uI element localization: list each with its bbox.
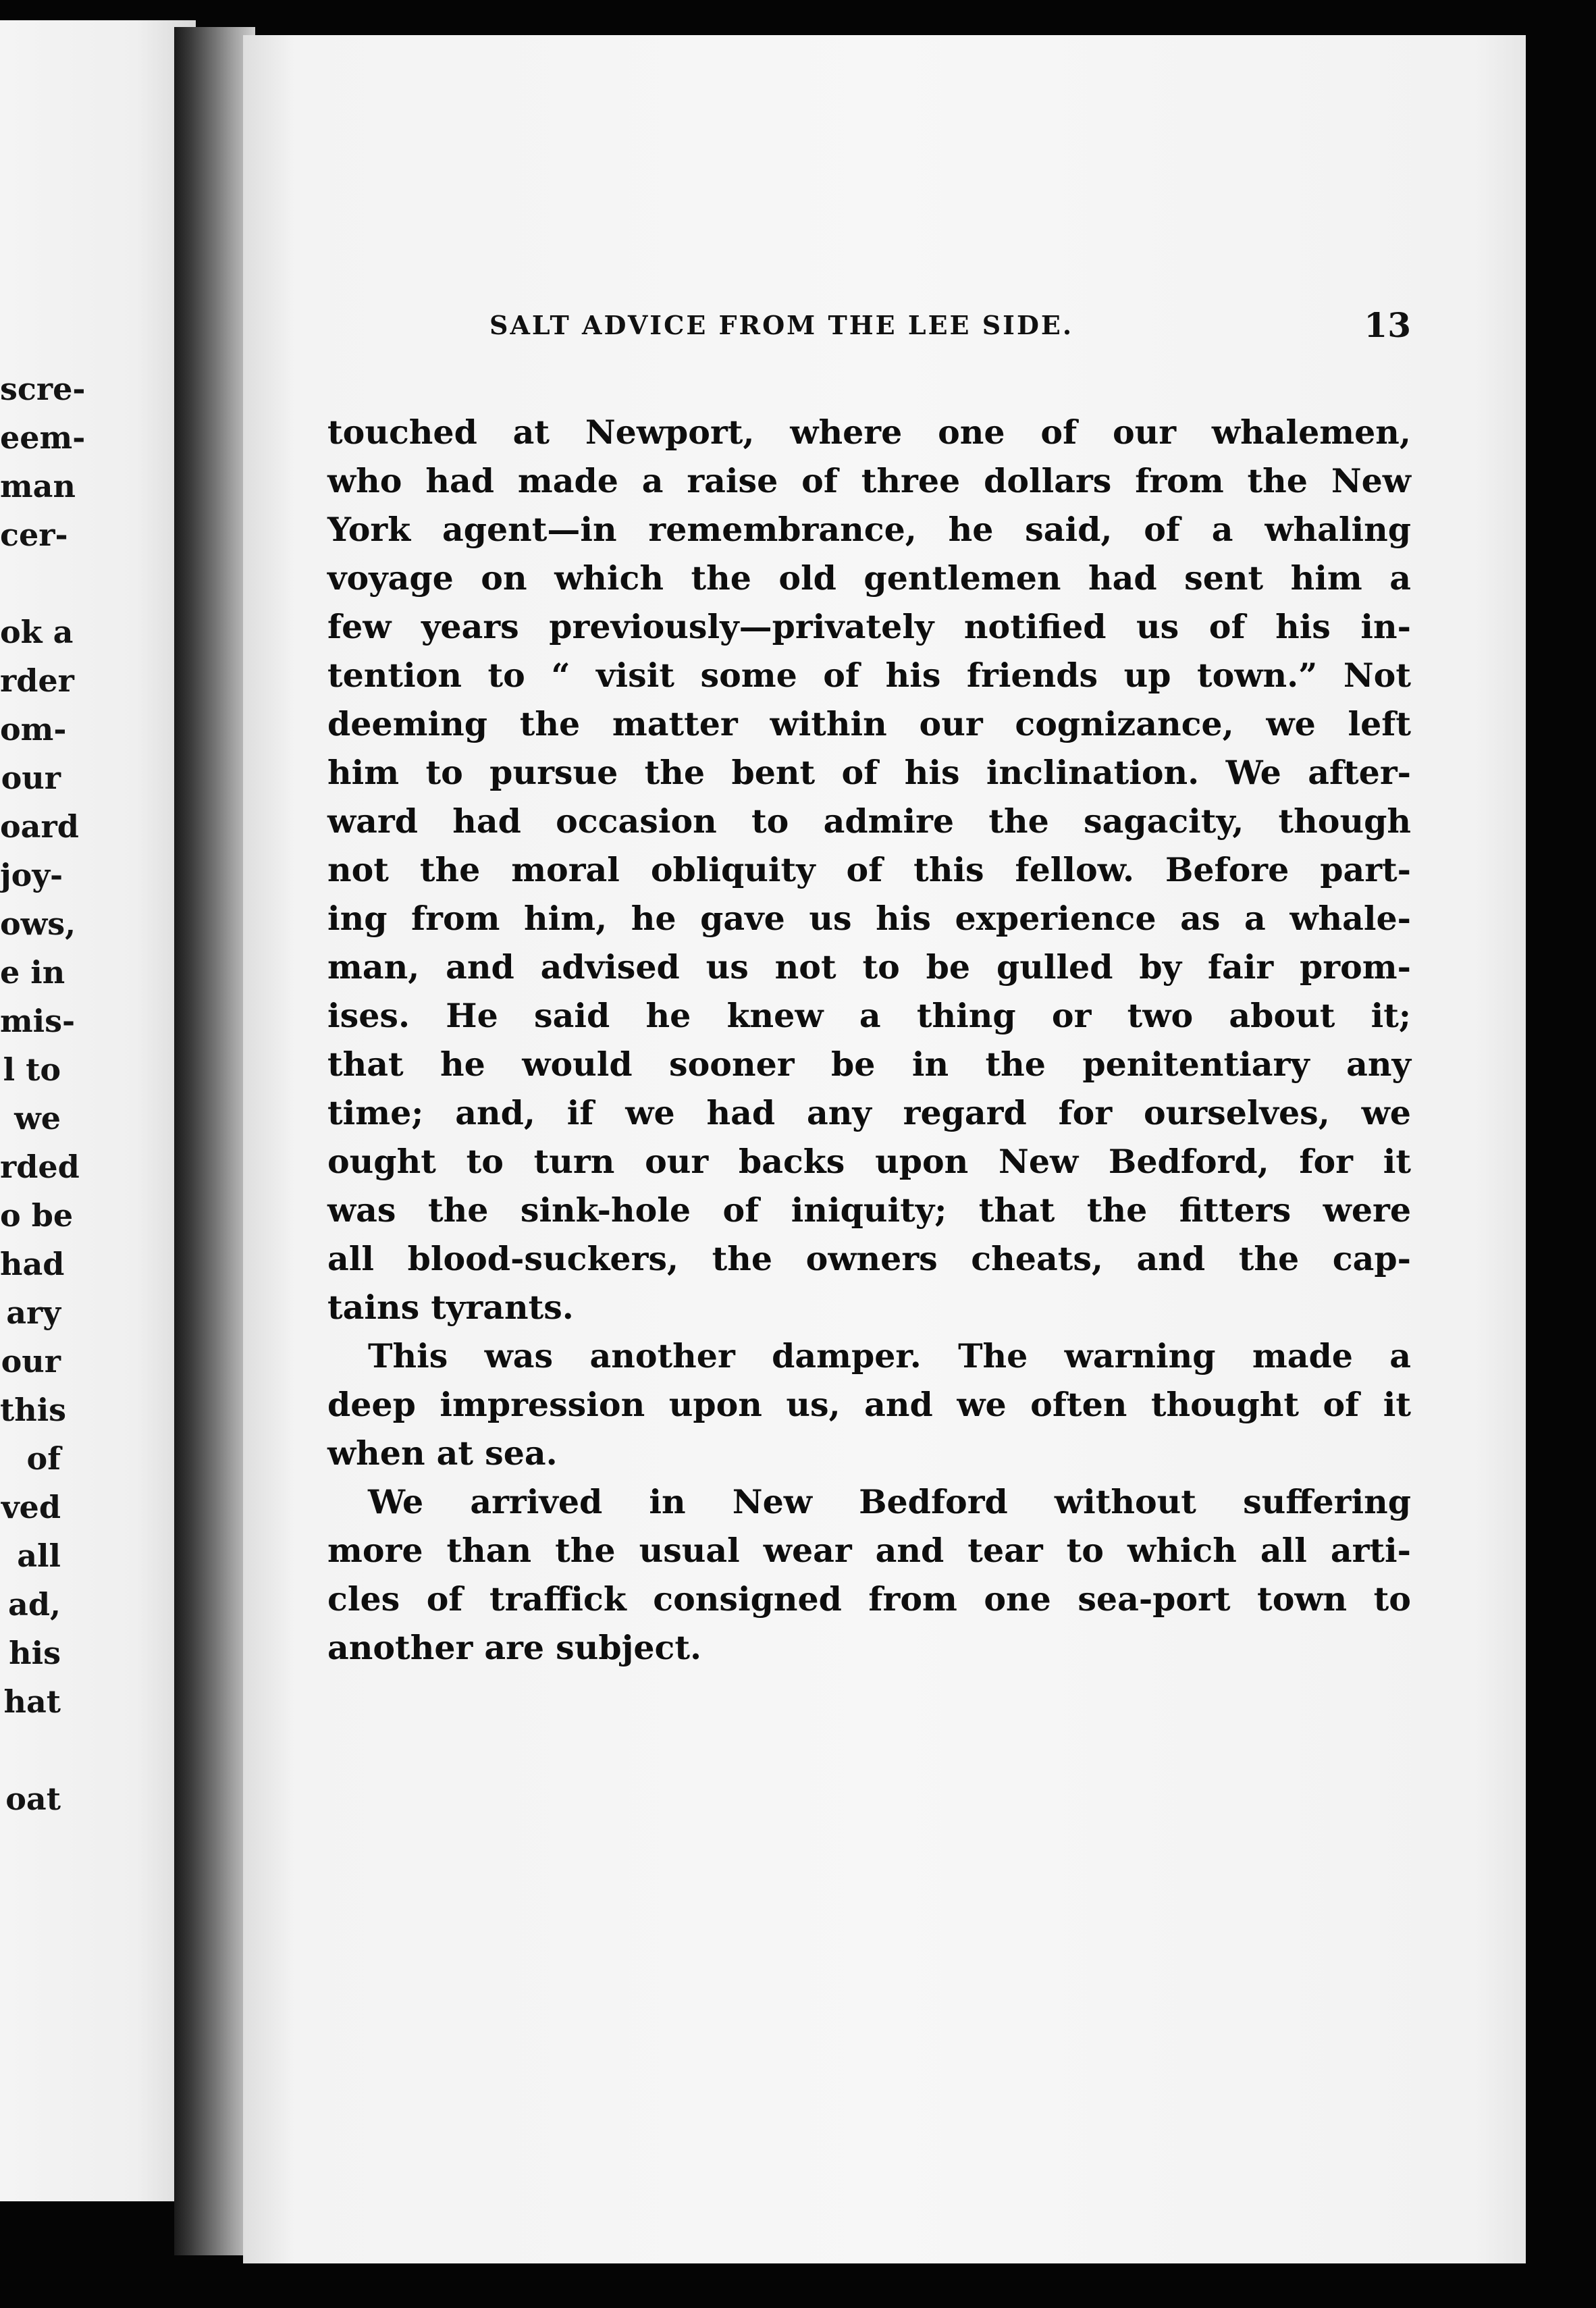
page-header — [489, 298, 1411, 352]
left-fragment: om- — [0, 711, 67, 748]
left-fragment: rded — [0, 1149, 80, 1185]
left-fragment: ows, — [0, 906, 76, 942]
left-fragment: e in — [0, 954, 65, 991]
text-line: ing from him, he gave us his experience as a whale- — [327, 899, 1411, 938]
text-line: who had made a raise of three dollars from the New — [327, 461, 1411, 500]
text-line: time; and, if we had any regard for ourselves, we — [327, 1093, 1411, 1132]
left-fragment: his — [9, 1635, 61, 1671]
left-fragment: our — [1, 1343, 61, 1380]
text-line: few years previously—privately notified us of his in- — [327, 607, 1411, 646]
running-head: SALT ADVICE FROM THE LEE SIDE. — [489, 310, 1074, 340]
scan-border-right — [1528, 0, 1596, 2308]
left-fragment: rder — [0, 662, 74, 699]
left-facing-page — [0, 20, 196, 2201]
left-fragment: mis- — [0, 1003, 76, 1039]
text-line: ises. He said he knew a thing or two about it; — [327, 996, 1411, 1035]
left-fragment: ad, — [8, 1586, 61, 1623]
text-line: deeming the matter within our cognizance, we left — [327, 704, 1411, 743]
text-line: York agent—in remembrance, he said, of a whaling — [327, 510, 1411, 549]
text-line: was the sink-hole of iniquity; that the fitters were — [327, 1190, 1411, 1230]
left-fragment: had — [0, 1246, 65, 1282]
text-line: deep impression upon us, and we often thought of it — [327, 1385, 1411, 1424]
page-number: 13 — [1364, 305, 1411, 345]
left-fragment: this — [0, 1392, 67, 1428]
text-line: tention to “ visit some of his friends up town.” Not — [327, 656, 1411, 695]
text-line: cles of traffick consigned from one sea-port town to — [327, 1579, 1411, 1619]
scan-border-bottom — [0, 2267, 1596, 2308]
text-line: touched at Newport, where one of our whalemen, — [327, 413, 1411, 452]
left-fragment: oat — [5, 1781, 61, 1817]
body-text — [327, 408, 1411, 1672]
left-fragment: eem- — [0, 419, 86, 456]
text-line: another are subject. — [327, 1628, 702, 1667]
left-fragment: joy- — [0, 857, 63, 893]
text-line: This was another damper. The warning made a — [368, 1336, 1411, 1375]
left-fragment: ok a — [0, 614, 74, 650]
left-fragment: our — [1, 760, 61, 796]
text-line: man, and advised us not to be gulled by fair prom- — [327, 947, 1411, 987]
text-line: not the moral obliquity of this fellow. Before part- — [327, 850, 1411, 889]
left-fragment: l to — [3, 1051, 61, 1088]
left-fragment: we — [14, 1100, 61, 1136]
text-line: voyage on which the old gentlemen had sent him a — [327, 558, 1411, 598]
left-fragment: of — [26, 1440, 61, 1477]
left-fragment: all — [17, 1538, 61, 1574]
left-fragment: cer- — [0, 517, 68, 553]
text-line: when at sea. — [327, 1434, 558, 1473]
left-fragment: man — [0, 468, 76, 504]
left-fragment — [0, 559, 135, 608]
text-line: ought to turn our backs upon New Bedford, for it — [327, 1142, 1411, 1181]
text-line: We arrived in New Bedford without suffering — [368, 1482, 1411, 1521]
left-fragment: ved — [1, 1489, 61, 1525]
text-line: more than the usual wear and tear to which all arti- — [327, 1531, 1411, 1570]
text-line: all blood-suckers, the owners cheats, and the cap- — [327, 1239, 1411, 1278]
text-line: him to pursue the bent of his inclination. We after- — [327, 753, 1411, 792]
left-page-text-fragments — [0, 365, 135, 1918]
text-line: that he would sooner be in the penitentiary any — [327, 1045, 1411, 1084]
left-fragment: hat — [3, 1683, 61, 1720]
left-fragment: ary — [6, 1294, 61, 1331]
left-fragment: oard — [0, 808, 79, 845]
right-page — [243, 35, 1526, 2263]
left-fragment: o be — [0, 1197, 74, 1234]
text-line: tains tyrants. — [327, 1288, 574, 1327]
left-fragment: scre- — [0, 371, 86, 407]
text-line: ward had occasion to admire the sagacity, though — [327, 802, 1411, 841]
left-fragment — [0, 1726, 135, 1775]
